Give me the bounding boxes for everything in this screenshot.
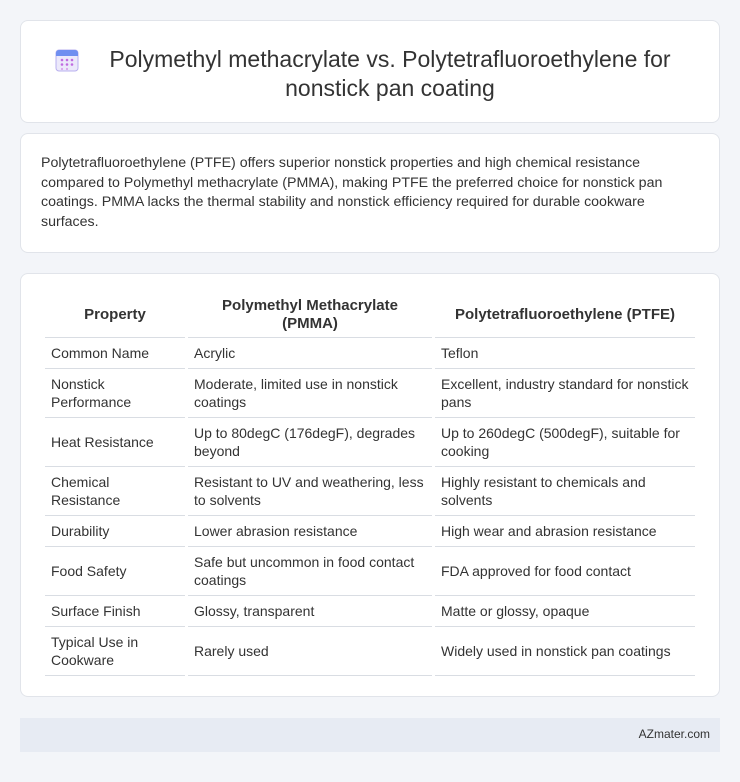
table-row	[45, 596, 695, 627]
row-ptfe-value: High wear and abrasion resistance	[435, 516, 695, 547]
row-ptfe-value: FDA approved for food contact	[435, 547, 695, 596]
row-pmma-value: Resistant to UV and weathering, less to solvents	[188, 467, 432, 516]
row-property: Durability	[45, 516, 185, 547]
table-row	[45, 627, 695, 676]
table-row	[45, 338, 695, 369]
table-row	[45, 516, 695, 547]
table-row	[45, 467, 695, 516]
table-header-row	[45, 293, 695, 338]
comparison-table	[42, 293, 698, 676]
title-card	[20, 20, 720, 123]
row-property: Food Safety	[45, 547, 185, 596]
row-property: Chemical Resistance	[45, 467, 185, 516]
row-property: Heat Resistance	[45, 418, 185, 467]
footer-brand-link[interactable]: AZmater.com	[638, 727, 710, 741]
footer-bar	[20, 718, 720, 752]
row-pmma-value: Lower abrasion resistance	[188, 516, 432, 547]
page-title: Polymethyl methacrylate vs. Polytetrafluoroethylene for nonstick pan coating	[109, 46, 671, 101]
row-ptfe-value: Matte or glossy, opaque	[435, 596, 695, 627]
row-property: Nonstick Performance	[45, 369, 185, 418]
header-property: Property	[45, 293, 185, 338]
table-row	[45, 369, 695, 418]
table-row	[45, 418, 695, 467]
summary-card	[20, 133, 720, 253]
summary-text: Polytetrafluoroethylene (PTFE) offers superior nonstick properties and high chemical resistance compared to Polymethyl methacrylate (PMMA), making PTFE the preferred choice for nonstick pan coatings. PMMA lacks the thermal stability and nonstick efficiency required for durable cookware surfaces.	[41, 155, 663, 230]
row-property: Common Name	[45, 338, 185, 369]
row-ptfe-value: Highly resistant to chemicals and solvents	[435, 467, 695, 516]
comparison-table-card	[20, 273, 720, 697]
row-ptfe-value: Widely used in nonstick pan coatings	[435, 627, 695, 676]
row-property: Surface Finish	[45, 596, 185, 627]
row-property: Typical Use in Cookware	[45, 627, 185, 676]
row-ptfe-value: Teflon	[435, 338, 695, 369]
row-pmma-value: Glossy, transparent	[188, 596, 432, 627]
row-pmma-value: Safe but uncommon in food contact coatings	[188, 547, 432, 596]
header-pmma: Polymethyl Methacrylate (PMMA)	[188, 293, 432, 338]
table-row	[45, 547, 695, 596]
row-pmma-value: Acrylic	[188, 338, 432, 369]
row-ptfe-value: Up to 260degC (500degF), suitable for cooking	[435, 418, 695, 467]
header-ptfe: Polytetrafluoroethylene (PTFE)	[435, 293, 695, 338]
row-pmma-value: Up to 80degC (176degF), degrades beyond	[188, 418, 432, 467]
row-pmma-value: Rarely used	[188, 627, 432, 676]
row-ptfe-value: Excellent, industry standard for nonstick pans	[435, 369, 695, 418]
row-pmma-value: Moderate, limited use in nonstick coatings	[188, 369, 432, 418]
